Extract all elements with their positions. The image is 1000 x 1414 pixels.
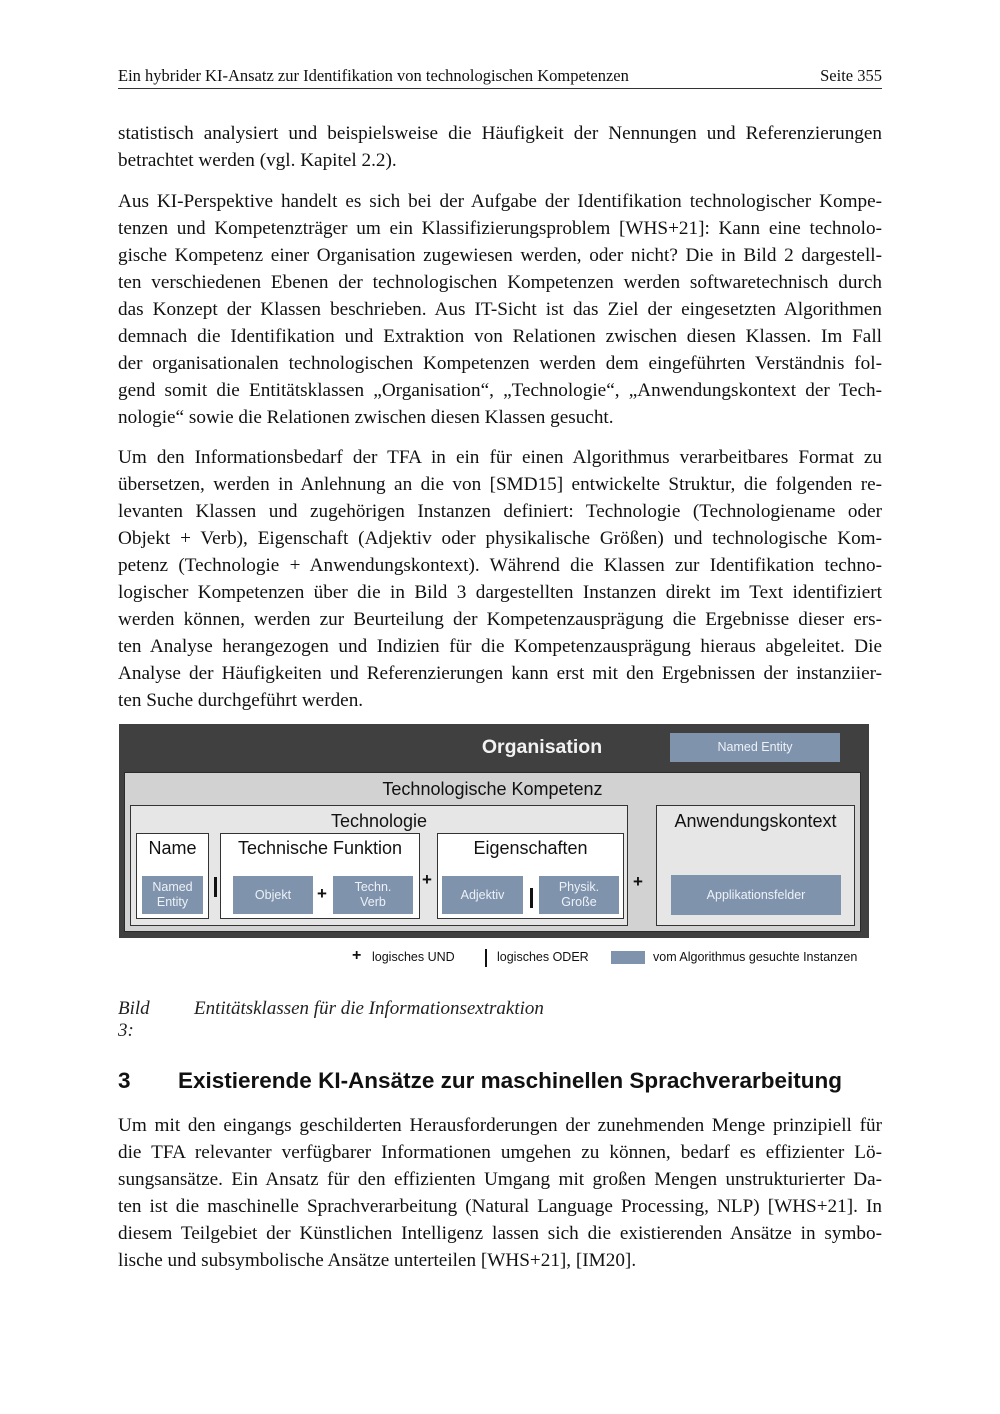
groesse-instance-badge: Physik. Große [539, 876, 619, 914]
organisation-instance-badge: Named Entity [670, 733, 840, 762]
section-title: Existierende KI-Ansätze zur maschinellen Sprachverarbeitung [178, 1068, 842, 1093]
text-line: tenzen und Kompetenzträger um ein Klassifizierungsproblem [WHS+21]: Kann eine technolo- [118, 218, 882, 239]
technische-funktion-label: Technische Funktion [237, 838, 403, 858]
text-line: statistisch analysiert und beispielsweise die Häufigkeit der Nennungen und Referenzierungen [118, 123, 882, 144]
verb-instance-badge: Techn. Verb [333, 876, 413, 914]
text-line: nologie“ sowie die Relationen zwischen diesen Klassen gesucht. [118, 407, 614, 428]
text-line: werden können, werden zur Beurteilung der Kompetenzausprägung die Ergebnisse dieser ers- [118, 609, 882, 630]
text-line: demnach die Identifikation und Extraktion von Relationen zwischen diesen Klassen. Im Fall [118, 326, 882, 347]
text-line: Analyse der Häufigkeiten und Referenzierungen kann erst mit den Ergebnissen der instanziier- [118, 663, 882, 684]
and-operator-icon: + [422, 870, 432, 889]
technologische-kompetenz-label: Technologische Kompetenz [382, 779, 603, 799]
text-line: petenz (Technologie + Anwendungskontext). Während die Klassen zur Identifikation techno- [118, 555, 882, 576]
or-legend-label: logisches ODER [497, 950, 589, 964]
or-operator-icon [530, 888, 533, 908]
paragraph-1 [118, 120, 882, 174]
organisation-label: Organisation [481, 736, 603, 758]
text-line: betrachtet werden (vgl. Kapitel 2.2). [118, 150, 397, 171]
paragraph-4 [118, 1112, 882, 1274]
technologie-box [130, 805, 628, 926]
text-line: übersetzen, werden in Anlehnung an die von [SMD15] entwickelte Struktur, die folgenden re- [118, 474, 882, 495]
figure-entity-classes [119, 724, 869, 938]
anwendungskontext-box [656, 805, 855, 926]
text-line: ten Analyse herangezogen und Indizien für die Kompetenzausprägung hieraus abgeleitet. Die [118, 636, 882, 657]
text-line: ten ist die maschinelle Sprachverarbeitung (Natural Language Processing, NLP) [WHS+21]. In [118, 1196, 882, 1217]
figure-legend [0, 948, 1000, 968]
paragraph-3 [118, 444, 882, 714]
adjektiv-instance-badge: Adjektiv [442, 876, 523, 914]
text-line: der organisationalen technologischen Kompetenzen werden dem eingeführten Verständnis fol- [118, 353, 882, 374]
name-box [136, 833, 209, 919]
eigenschaften-box [437, 833, 624, 919]
text-line: diesem Teilgebiet der Künstlichen Intelligenz lassen sich die existierenden Ansätze in symbo- [118, 1223, 882, 1244]
and-operator-icon: + [633, 872, 643, 891]
text-line: die TFA relevanter verfügbarer Informationen umgehen zu können, bedarf es effizienter Lö- [118, 1142, 882, 1163]
text-line: ten Suche durchgeführt werden. [118, 690, 364, 711]
paragraph-2 [118, 188, 882, 431]
caption-number: Bild 3: [118, 998, 150, 1041]
text-line: ten verschiedenen Ebenen der technologischen Kompetenzen werden softwaretechnisch durch [118, 272, 882, 293]
and-legend-label: logisches UND [372, 950, 455, 964]
text-line: logischer Kompetenzen über die in Bild 3 dargestellten Instanzen direkt im Text identifiziert [118, 582, 882, 603]
text-line: Um den Informationsbedarf der TFA in ein für einen Algorithmus verarbeitbares Format zu [118, 447, 882, 468]
technologische-kompetenz-box [124, 772, 861, 932]
name-instance-badge: Named Entity [142, 876, 203, 914]
instance-legend-label: vom Algorithmus gesuchte Instanzen [653, 950, 858, 964]
text-line: Objekt + Verb), Eigenschaft (Adjektiv oder physikalische Größen) und technologische Kom- [118, 528, 882, 549]
technische-funktion-box [220, 833, 420, 919]
or-operator-icon [214, 877, 217, 897]
name-label: Name [148, 838, 197, 858]
text-line: Um mit den eingangs geschilderten Herausforderungen der zunehmenden Menge prinzipiell für [118, 1115, 882, 1136]
or-legend-icon [485, 949, 487, 967]
text-line: levanten Klassen und zugehörigen Instanzen definiert: Technologie (Technologiename oder [118, 501, 882, 522]
and-legend-icon: + [352, 947, 362, 964]
eigenschaften-label: Eigenschaften [473, 838, 588, 858]
running-title: Ein hybrider KI-Ansatz zur Identifikation von technologischen Kompetenzen [118, 66, 629, 85]
caption-text: Entitätsklassen für die Informationsextraktion [194, 998, 544, 1019]
text-line: sungsansätze. Ein Ansatz für den effizienten Umgang mit großen Mengen unstrukturierter Da- [118, 1169, 882, 1190]
instance-legend-swatch-icon [611, 951, 645, 964]
technologie-label: Technologie [330, 811, 428, 831]
section-number: 3 [118, 1068, 131, 1093]
page-number: Seite 355 [820, 66, 882, 85]
text-line: gische Kompetenz einer Organisation zugewiesen werden, oder nicht? Die in Bild 2 dargestell- [118, 245, 882, 266]
objekt-instance-badge: Objekt [233, 876, 313, 914]
text-line: das Konzept der Klassen beschrieben. Aus IT-Sicht ist das Ziel der eingesetzten Algorithmen [118, 299, 882, 320]
anwendungskontext-label: Anwendungskontext [674, 811, 837, 831]
text-line: gend somit die Entitätsklassen „Organisation“, „Technologie“, „Anwendungskontext der Tech- [118, 380, 882, 401]
and-operator-icon: + [317, 884, 327, 903]
text-line: lische und subsymbolische Ansätze unterteilen [WHS+21], [IM20]. [118, 1250, 637, 1271]
text-line: Aus KI-Perspektive handelt es sich bei der Aufgabe der Identifikation technologischer Kompe- [118, 191, 882, 212]
applikationsfelder-instance-badge: Applikationsfelder [671, 875, 841, 915]
running-header [118, 66, 882, 89]
